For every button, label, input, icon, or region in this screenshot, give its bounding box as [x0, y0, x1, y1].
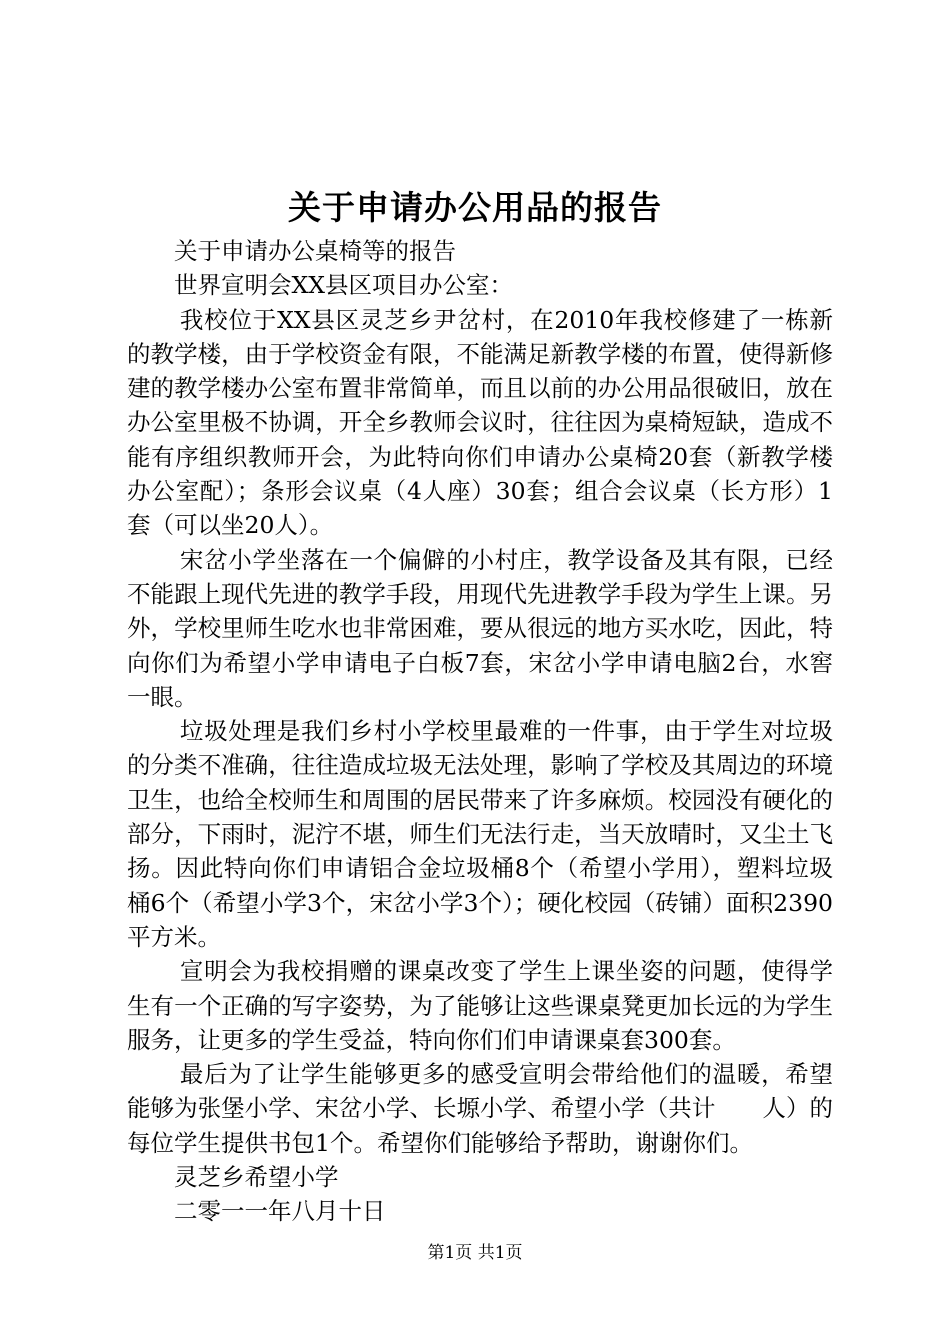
document-title: 关于申请办公用品的报告: [288, 188, 662, 227]
signature-line: 灵芝乡希望小学: [174, 1163, 339, 1192]
subtitle-line: 关于申请办公桌椅等的报告: [174, 237, 456, 265]
recipient-line: 世界宣明会XX县区项目办公室：: [174, 271, 513, 300]
paragraph-4: 宣明会为我校捐赠的课桌改变了学生上课坐姿的问题，使得学生有一个正确的写字姿势，为了能够让这些课桌凳更加长远的为学生服务，让更多的学生受益，特向你们们申请课桌套300套。: [127, 957, 833, 1054]
page-number-footer: 第1页 共1页: [427, 1243, 523, 1263]
paragraph-2: 宋岔小学坐落在一个偏僻的小村庄，教学设备及其有限，已经不能跟上现代先进的教学手段，用现代先进教学手段为学生上课。另外，学校里师生吃水也非常困难，要从很远的地方买水吃，因此，特向你们为希望小学申请电子白板7套，宋岔小学申请电脑2台，水窖一眼。: [127, 545, 833, 711]
document-body: [127, 234, 833, 1229]
paragraph-5: 最后为了让学生能够更多的感受宣明会带给他们的温暖，希望能够为张堡小学、宋岔小学、长塬小学、希望小学（共计 人）的每位学生提供书包1个。希望你们能够给予帮助，谢谢你们。: [127, 1060, 833, 1157]
date-line: 二零一一年八月十日: [174, 1197, 386, 1226]
paragraph-3: 垃圾处理是我们乡村小学校里最难的一件事，由于学生对垃圾的分类不准确，往往造成垃圾无法处理，影响了学校及其周边的环境卫生，也给全校师生和周围的居民带来了许多麻烦。校园没有硬化的部分，下雨时，泥泞不堪，师生们无法行走，当天放晴时，又尘土飞扬。因此特向你们申请铝合金垃圾桶8个（希望小学用），塑料垃圾桶6个（希望小学3个，宋岔小学3个）；硬化校园（砖铺）面积2390平方米。: [127, 717, 833, 951]
paragraph-1: 我校位于XX县区灵芝乡尹岔村，在2010年我校修建了一栋新的教学楼，由于学校资金有限，不能满足新教学楼的布置，使得新修建的教学楼办公室布置非常简单，而且以前的办公用品很破旧，放在办公室里极不协调，开全乡教师会议时，往往因为桌椅短缺，造成不能有序组织教师开会，为此特向你们申请办公桌椅20套（新教学楼办公室配）；条形会议桌（4人座）30套；组合会议桌（长方形）1套（可以坐20人）。: [127, 305, 833, 540]
